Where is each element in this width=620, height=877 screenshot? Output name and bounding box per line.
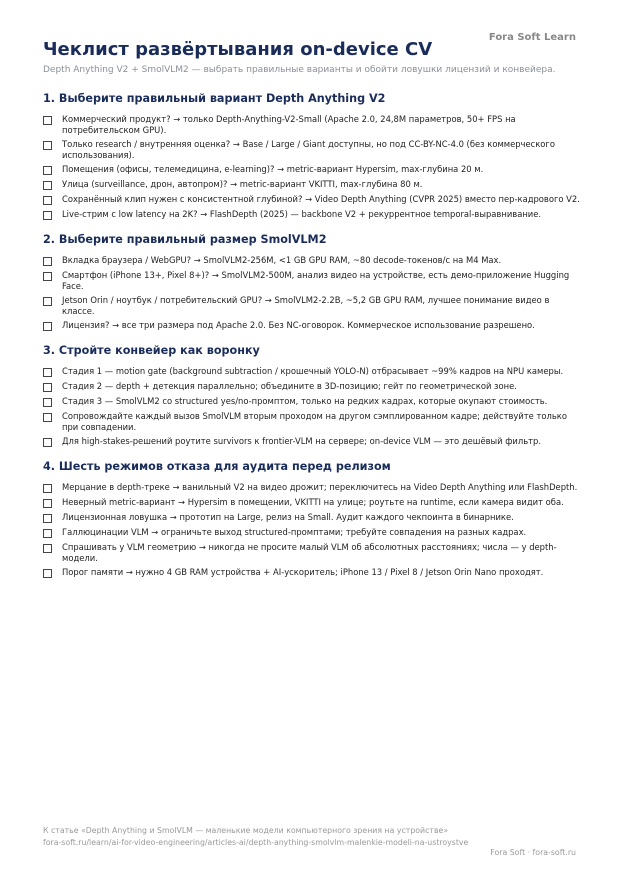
checkbox-icon[interactable] bbox=[43, 514, 52, 523]
checklist-item bbox=[43, 194, 583, 205]
checklist-item-text: Для high-stakes-решений роутите survivors к frontier-VLM на сервере; on-device VLM — это дешёвый фильтр. bbox=[62, 436, 542, 446]
checkbox-icon[interactable] bbox=[43, 211, 52, 220]
checklist-item bbox=[43, 512, 583, 523]
checkbox-icon[interactable] bbox=[43, 257, 52, 266]
checklist-item bbox=[43, 295, 583, 316]
checklist-item-text: Улица (surveillance, дрон, автопром)? → metric-вариант VKITTI, max-глубина 80 м. bbox=[62, 179, 423, 189]
checklist-item bbox=[43, 567, 583, 578]
checklist-item-text: Сопровождайте каждый вызов SmolVLM вторым проходом на другом сэмплированном кадре; действуйте только при совпадении. bbox=[62, 411, 567, 432]
checklist-item-text: Неверный metric-вариант → Hypersim в помещении, VKITTI на улице; роутьте на runtime, если камера видит оба. bbox=[62, 497, 564, 507]
checklist-item bbox=[43, 270, 583, 291]
checklist-item bbox=[43, 396, 583, 407]
checklist-item-text: Спрашивать у VLM геометрию → никогда не просите малый VLM об абсолютных расстояниях; числа — у depth-модели. bbox=[62, 542, 557, 563]
checklist-item-text: Стадия 2 — depth + детекция параллельно; объедините в 3D-позицию; гейт по геометрической зоне. bbox=[62, 381, 517, 391]
checklist-item bbox=[43, 164, 583, 175]
checklist-item bbox=[43, 497, 583, 508]
checkbox-icon[interactable] bbox=[43, 413, 52, 422]
checklist-item-text: Сохранённый клип нужен с консистентной глубиной? → Video Depth Anything (CVPR 2025) вместо пер-кадрового V2. bbox=[62, 194, 580, 204]
checklist-items bbox=[43, 114, 583, 220]
checklist-item bbox=[43, 381, 583, 392]
checkbox-icon[interactable] bbox=[43, 569, 52, 578]
checklist-section bbox=[43, 92, 583, 220]
checklist-item bbox=[43, 209, 583, 220]
section-heading: 4. Шесть режимов отказа для аудита перед релизом bbox=[43, 460, 391, 473]
checkbox-icon[interactable] bbox=[43, 438, 52, 447]
checklist-item bbox=[43, 436, 583, 447]
checklist-item-text: Только research / внутренняя оценка? → Base / Large / Giant доступны, но под CC-BY-NC-4.0 (без коммерческого использования). bbox=[62, 139, 555, 160]
checkbox-icon[interactable] bbox=[43, 484, 52, 493]
checklist-items bbox=[43, 255, 583, 331]
checklist-item-text: Стадия 3 — SmolVLM2 со structured yes/no-промптом, только на редких кадрах, которые окупают стоимость. bbox=[62, 396, 548, 406]
checkbox-icon[interactable] bbox=[43, 272, 52, 281]
checklist-item-text: Jetson Orin / ноутбук / потребительский GPU? → SmolVLM2-2.2B, ~5,2 GB GPU RAM, лучшее понимание видео в классе. bbox=[62, 295, 550, 316]
checkbox-icon[interactable] bbox=[43, 368, 52, 377]
checkbox-icon[interactable] bbox=[43, 166, 52, 175]
checklist-item-text: Лицензионная ловушка → прототип на Large, релиз на Small. Аудит каждого чекпоинта в бинарнике. bbox=[62, 512, 514, 522]
footer bbox=[43, 825, 468, 849]
checklist-item bbox=[43, 542, 583, 563]
checklist-items bbox=[43, 366, 583, 447]
checklist-item bbox=[43, 139, 583, 160]
checklist-item-text: Стадия 1 — motion gate (background subtraction / крошечный YOLO-N) отбрасывает ~99% кадров на NPU камеры. bbox=[62, 366, 564, 376]
checklist-item-text: Помещения (офисы, телемедицина, e-learning)? → metric-вариант Hypersim, max-глубина 20 м. bbox=[62, 164, 484, 174]
section-heading: 1. Выберите правильный вариант Depth Anything V2 bbox=[43, 92, 386, 105]
checklist-item-text: Вкладка браузера / WebGPU? → SmolVLM2-256M, <1 GB GPU RAM, ~80 decode-токенов/с на M4 Max. bbox=[62, 255, 502, 265]
checklist-item bbox=[43, 255, 583, 266]
checklist-item bbox=[43, 482, 583, 493]
checklist-item bbox=[43, 114, 583, 135]
checkbox-icon[interactable] bbox=[43, 322, 52, 331]
checklist-item bbox=[43, 179, 583, 190]
checklist-item-text: Live-стрим с low latency на 2K? → FlashDepth (2025) — backbone V2 + рекуррентное temporal-выравнивание. bbox=[62, 209, 542, 219]
checkbox-icon[interactable] bbox=[43, 398, 52, 407]
checklist-sections bbox=[43, 92, 583, 591]
checkbox-icon[interactable] bbox=[43, 181, 52, 190]
checklist-item-text: Коммерческий продукт? → только Depth-Anything-V2-Small (Apache 2.0, 24,8M параметров, 50+ FPS на потребительском GPU). bbox=[62, 114, 516, 135]
checklist-item-text: Смартфон (iPhone 13+, Pixel 8+)? → SmolVLM2-500M, анализ видео на устройстве, есть демо-приложение Hugging Face. bbox=[62, 270, 570, 291]
checklist-item bbox=[43, 527, 583, 538]
footer-brand: Fora Soft · fora-soft.ru bbox=[490, 848, 576, 857]
checklist-item-text: Мерцание в depth-треке → ванильный V2 на видео дрожит; переключитесь на Video Depth Anything или FlashDepth. bbox=[62, 482, 578, 492]
checklist-item-text: Галлюцинации VLM → ограничьте выход structured-промптами; требуйте совпадения на разных кадрах. bbox=[62, 527, 527, 537]
checklist-item bbox=[43, 411, 583, 432]
checkbox-icon[interactable] bbox=[43, 383, 52, 392]
checkbox-icon[interactable] bbox=[43, 297, 52, 306]
section-heading: 3. Стройте конвейер как воронку bbox=[43, 344, 260, 357]
checklist-items bbox=[43, 482, 583, 578]
checklist-item bbox=[43, 320, 583, 331]
checklist-section bbox=[43, 233, 583, 331]
checklist-section bbox=[43, 460, 583, 578]
footer-article-note: К статье «Depth Anything и SmolVLM — маленькие модели компьютерного зрения на устройстве» bbox=[43, 826, 449, 835]
checklist-section bbox=[43, 344, 583, 447]
checkbox-icon[interactable] bbox=[43, 196, 52, 205]
page-subtitle: Depth Anything V2 + SmolVLM2 — выбрать правильные варианты и обойти ловушки лицензий и конвейера. bbox=[43, 65, 556, 75]
checklist-item-text: Порог памяти → нужно 4 GB RAM устройства + AI-ускоритель; iPhone 13 / Pixel 8 / Jetson Orin Nano проходят. bbox=[62, 567, 544, 577]
checkbox-icon[interactable] bbox=[43, 116, 52, 125]
checkbox-icon[interactable] bbox=[43, 544, 52, 553]
footer-article-url: fora-soft.ru/learn/ai-for-video-engineering/articles-ai/depth-anything-smolvlm-malenkie-modeli-na-ustroystve bbox=[43, 838, 469, 847]
page-title: Чеклист развёртывания on-device CV bbox=[43, 39, 433, 60]
checkbox-icon[interactable] bbox=[43, 499, 52, 508]
checklist-item bbox=[43, 366, 583, 377]
checkbox-icon[interactable] bbox=[43, 529, 52, 538]
checkbox-icon[interactable] bbox=[43, 141, 52, 150]
section-heading: 2. Выберите правильный размер SmolVLM2 bbox=[43, 233, 327, 246]
brand-label: Fora Soft Learn bbox=[488, 32, 576, 43]
checklist-item-text: Лицензия? → все три размера под Apache 2.0. Без NC-оговорок. Коммерческое использование разрешено. bbox=[62, 320, 535, 330]
